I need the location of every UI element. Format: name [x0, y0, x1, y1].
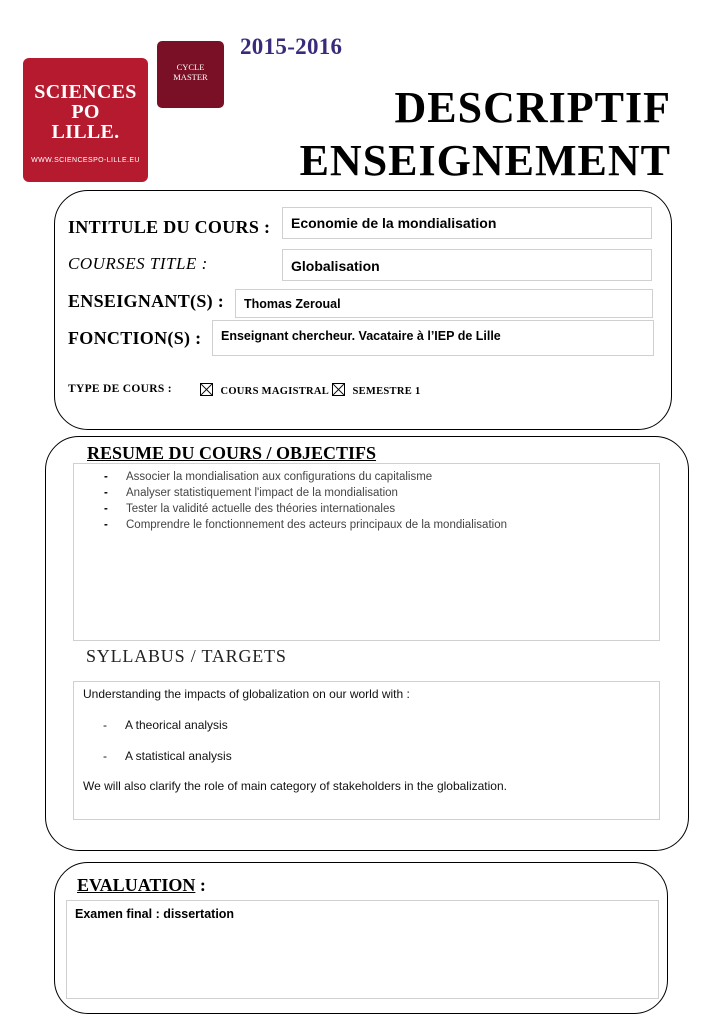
fonction-field[interactable]: Enseignant chercheur. Vacataire à l’IEP de Lille [212, 320, 654, 356]
enseignant-label: ENSEIGNANT(S) : [68, 291, 225, 311]
list-item: - A statistical analysis [103, 749, 232, 763]
logo-line-1: SCIENCES [34, 81, 137, 103]
semestre-option[interactable] [332, 381, 421, 399]
intitule-label: INTITULE DU COURS : [68, 217, 271, 237]
syllabus-text [83, 687, 643, 795]
courses-title-label: COURSES TITLE : [68, 254, 208, 273]
title-descriptif: DESCRIPTIF [394, 83, 671, 132]
academic-year: 2015-2016 [240, 34, 343, 59]
syllabus-closing: We will also clarify the role of main category of stakeholders in the globalization. [83, 779, 507, 793]
semestre-label: SEMESTRE 1 [352, 386, 421, 397]
logo-line-2: PO [71, 101, 100, 123]
syllabus-intro: Understanding the impacts of globalization on our world with : [83, 687, 410, 701]
syllabus-heading: SYLLABUS / TARGETS [86, 646, 287, 666]
checked-box-icon[interactable] [200, 383, 213, 396]
master-label: MASTER [173, 72, 208, 82]
type-cours-label: TYPE DE COURS : [68, 383, 172, 395]
list-item: - Tester la validité actuelle des théories internationales [104, 503, 396, 515]
cycle-master-badge [157, 41, 224, 108]
list-item: - Comprendre le fonctionnement des acteurs principaux de la mondialisation [104, 519, 507, 531]
sciences-po-logo [23, 58, 148, 182]
evaluation-heading: EVALUATION : [77, 875, 206, 895]
evaluation-value: Examen final : dissertation [75, 907, 235, 921]
logo-url: WWW.SCIENCESPO-LILLE.EU [31, 157, 140, 164]
list-item: - A theorical analysis [103, 718, 228, 732]
list-item: - Associer la mondialisation aux configurations du capitalisme [104, 471, 433, 483]
resume-heading: RESUME DU COURS / OBJECTIFS [87, 443, 377, 463]
title-enseignement: ENSEIGNEMENT [299, 136, 671, 185]
checked-box-icon[interactable] [332, 383, 345, 396]
logo-line-3: LILLE. [51, 121, 120, 143]
cours-magistral-option[interactable] [200, 381, 329, 399]
courses-title-field[interactable]: Globalisation [282, 249, 652, 281]
resume-list [104, 469, 644, 533]
enseignant-field[interactable]: Thomas Zeroual [235, 289, 653, 318]
cours-magistral-label: COURS MAGISTRAL [220, 386, 330, 397]
cycle-label: CYCLE [176, 62, 205, 72]
intitule-field[interactable]: Economie de la mondialisation [282, 207, 652, 239]
list-item: - Analyser statistiquement l'impact de la mondialisation [104, 487, 398, 499]
fonction-label: FONCTION(S) : [68, 328, 202, 348]
